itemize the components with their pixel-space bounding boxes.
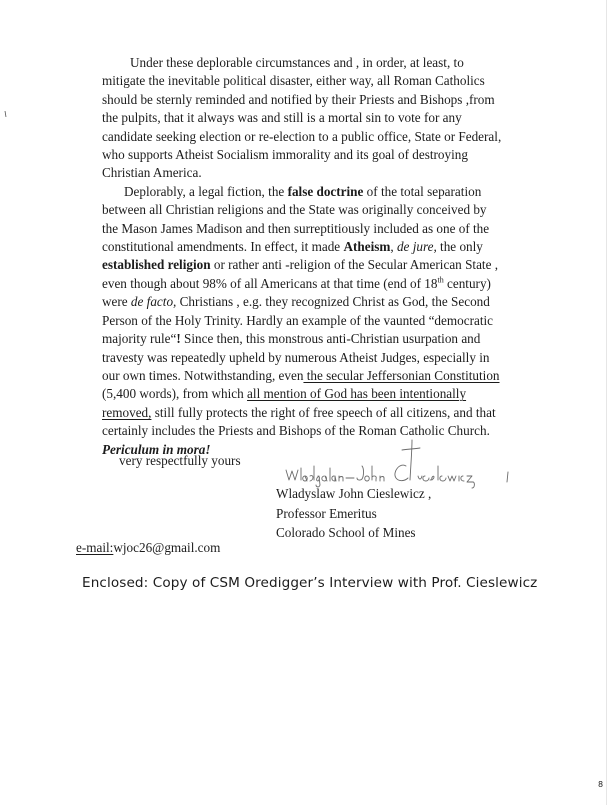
bold-phrase: Atheism [343, 239, 391, 255]
bold-phrase: established religion [102, 257, 211, 273]
superscript: th [437, 275, 444, 285]
text-line: candidate seeking election or re-election to a public office, State or Federal, [102, 128, 502, 144]
underlined-phrase: removed, [102, 404, 152, 420]
text-run: were [102, 294, 131, 310]
bold-phrase: false doctrine [287, 183, 364, 199]
signer-name: Wladyslaw John Cieslewicz , [276, 486, 432, 501]
text-run: or rather anti -religion of the Secular American State , [210, 257, 499, 273]
text-line: Under these deplorable circumstances and , in order, at least, to [130, 55, 464, 70]
signature-block [276, 484, 431, 543]
latin-text: Periculum in mora! [102, 441, 211, 457]
text-line: between all Christian religions and the State was originally conceived by [102, 202, 487, 218]
text-line [76, 238, 544, 256]
text-run: even though about 98% of all Americans at that time (end of 18 [102, 275, 438, 291]
underlined-phrase: the secular Jeffersonian Constitution [303, 367, 500, 383]
text-line: the pulpits, that it always was and still is a mortal sin to vote for any [102, 110, 462, 126]
text-line: the Mason James Madison and then surreptitiously included as one of the [102, 220, 490, 236]
text-run: (5,400 words), from which [102, 386, 248, 402]
text-line: travesty was repeatedly upheld by numerous Atheist Judges, especially in [102, 349, 490, 365]
letter-body [76, 54, 544, 459]
text-line: who supports Atheist Socialism immorality and its goal of destroying [102, 147, 468, 163]
text-line [76, 385, 544, 403]
text-run: Since then, this monstrous anti-Christian usurpation and [180, 331, 481, 347]
text-line [76, 404, 544, 422]
text-run: of the total separation [363, 183, 482, 199]
text-line [76, 256, 544, 274]
email-address: wjoc26@gmail.com [113, 540, 221, 555]
text-line: Christian America. [102, 165, 202, 181]
text-line [76, 183, 544, 201]
bold-phrase: ! [176, 331, 181, 347]
text-line: mitigate the inevitable political disaster, either way, all Roman Catholics [102, 73, 485, 89]
text-run: Christians , e.g. they recognized Christ as God, the Second [176, 294, 490, 310]
paragraph-voting [76, 54, 544, 183]
underlined-phrase: all mention of God has been intentionally [247, 386, 467, 402]
italic-phrase: de facto, [130, 294, 177, 310]
contact-email [76, 540, 220, 556]
text-run: constitutional amendments. In effect, it made [102, 239, 344, 255]
text-run: the only [436, 239, 483, 255]
text-line [76, 367, 544, 385]
italic-phrase: de jure, [396, 239, 437, 255]
email-label: e-mail: [76, 540, 114, 555]
text-run: still fully protects the right of free speech of all citizens, and that [151, 404, 496, 420]
text-line [76, 275, 544, 293]
paragraph-separation [76, 183, 544, 459]
text-line: should be sternly reminded and notified by their Priests and Bishops ,from [102, 91, 495, 107]
text-line [76, 330, 544, 348]
text-run: , [390, 239, 397, 255]
signer-title: Professor Emeritus [276, 505, 377, 521]
text-line [76, 293, 544, 311]
scan-speck [4, 104, 7, 110]
text-run: our own times. Notwithstanding, even [102, 367, 304, 383]
text-line: Person of the Holy Trinity. Hardly an example of the vaunted “democratic [102, 312, 494, 328]
scan-edge [606, 0, 607, 805]
page-number: 8 [598, 780, 604, 789]
text-run: Deplorably, a legal fiction, the [124, 183, 288, 199]
text-line: certainly includes the Priests and Bishops of the Roman Catholic Church. [102, 423, 490, 439]
closing-salutation: very respectfully yours [119, 453, 241, 468]
text-run: century) [443, 275, 491, 291]
text-run: majority rule“ [102, 331, 177, 347]
enclosure-note: Enclosed: Copy of CSM Oredigger’s Interview with Prof. Cieslewicz [82, 575, 538, 591]
signer-institution: Colorado School of Mines [276, 525, 416, 540]
